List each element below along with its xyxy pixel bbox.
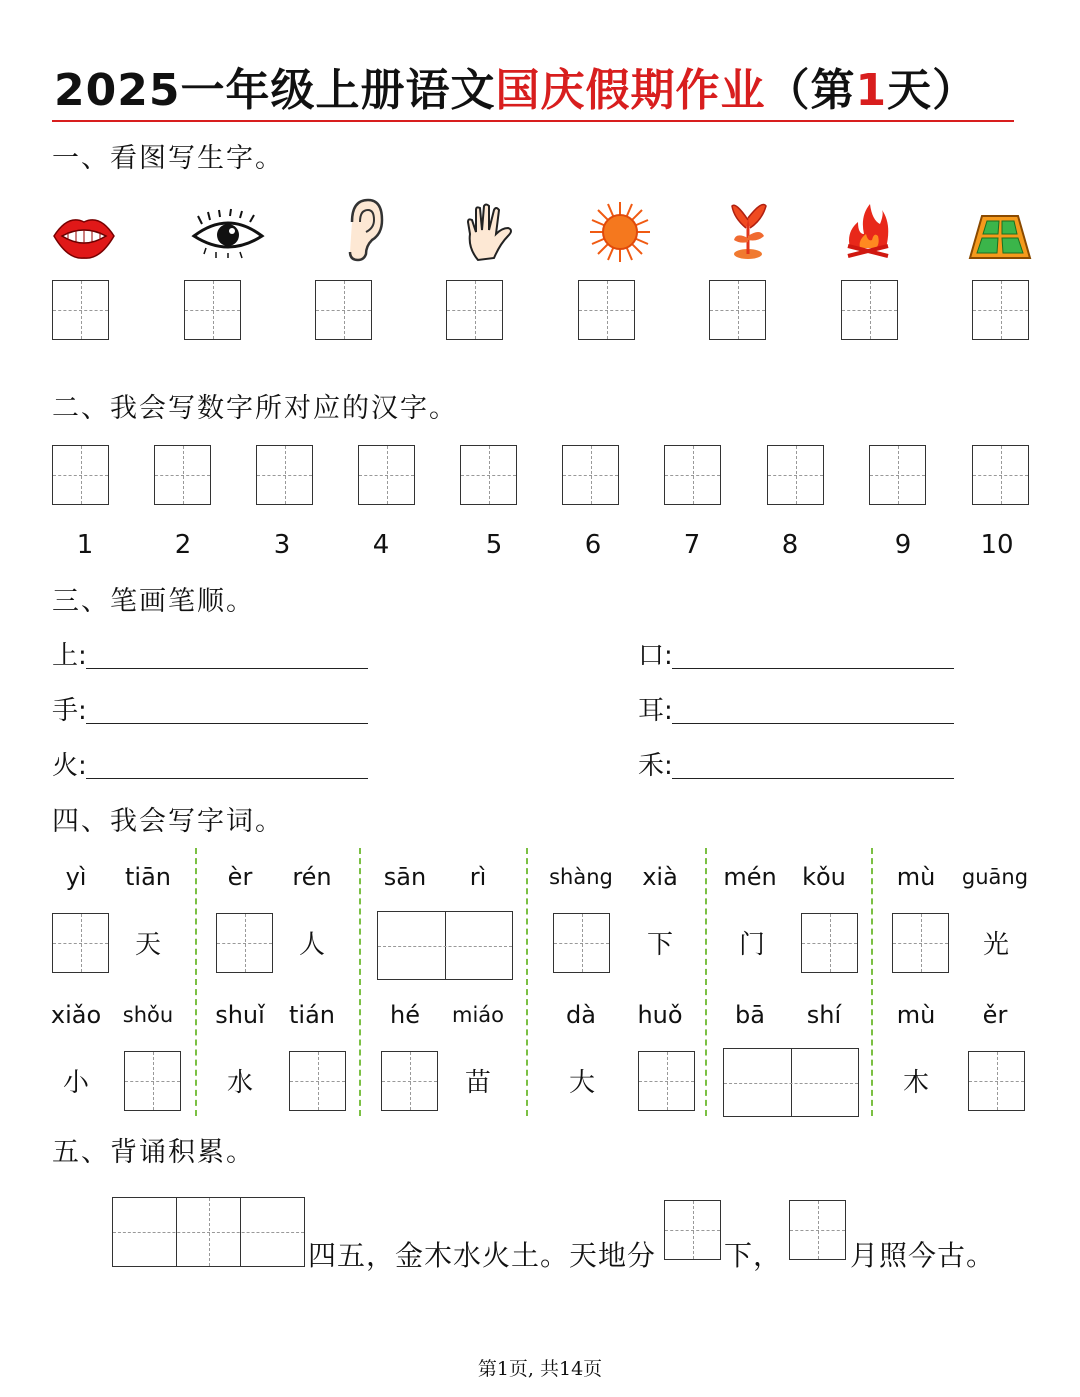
write-box[interactable] [154, 445, 211, 505]
pinyin: èr [227, 863, 253, 891]
pinyin: shuǐ [215, 1001, 265, 1029]
write-box[interactable] [892, 913, 949, 973]
field-icon [968, 214, 1032, 260]
write-box[interactable] [767, 445, 824, 505]
write-box[interactable] [52, 445, 109, 505]
answer-line[interactable] [672, 723, 954, 724]
write-box[interactable] [709, 280, 766, 340]
write-box[interactable] [381, 1051, 438, 1111]
pinyin: miáo [451, 1003, 504, 1027]
title-main: 2025一年级上册语文 [54, 65, 496, 116]
recite-text-1: 四五，金木水火土。天地分 [308, 1239, 657, 1272]
given-char: 苗 [464, 1068, 491, 1098]
pinyin: xià [642, 863, 678, 891]
pinyin: bā [735, 1001, 765, 1029]
sun-icon [590, 202, 650, 262]
write-box[interactable] [256, 445, 313, 505]
answer-line[interactable] [86, 668, 368, 669]
pinyin: mén [723, 863, 777, 891]
write-box[interactable] [358, 445, 415, 505]
double-write-box[interactable] [377, 911, 513, 980]
section5-title: 五、背诵积累。 [52, 1137, 255, 1168]
number-label: 4 [372, 530, 390, 560]
write-box[interactable] [801, 913, 858, 973]
stroke-label: 口: [638, 641, 673, 671]
write-box[interactable] [553, 913, 610, 973]
write-box[interactable] [124, 1051, 181, 1111]
section4-title: 四、我会写字词。 [52, 806, 284, 837]
pinyin: mù [896, 863, 936, 891]
given-char: 光 [982, 930, 1009, 960]
column-divider [871, 848, 873, 1116]
section1-title: 一、看图写生字。 [52, 143, 284, 174]
pinyin: yì [65, 863, 87, 891]
write-box[interactable] [664, 445, 721, 505]
ear-icon [344, 198, 384, 262]
grain-plant-icon [726, 198, 770, 260]
given-char: 天 [134, 930, 161, 960]
pinyin: ěr [982, 1001, 1008, 1029]
hand-icon [464, 204, 516, 262]
pinyin: sān [383, 863, 427, 891]
column-divider [705, 848, 707, 1116]
stroke-label: 火: [52, 751, 87, 781]
write-box[interactable] [968, 1051, 1025, 1111]
given-char: 木 [902, 1068, 929, 1098]
given-char: 大 [568, 1068, 595, 1098]
number-label: 5 [485, 530, 503, 560]
number-label: 9 [894, 530, 912, 560]
pinyin: dà [566, 1001, 596, 1029]
pinyin: guāng [961, 865, 1029, 889]
pinyin: mù [896, 1001, 936, 1029]
write-box[interactable] [841, 280, 898, 340]
double-write-box[interactable] [723, 1048, 859, 1117]
number-label: 8 [781, 530, 799, 560]
pinyin: kǒu [802, 863, 846, 891]
number-label: 1 [76, 530, 94, 560]
pinyin: hé [390, 1001, 420, 1029]
write-box[interactable] [638, 1051, 695, 1111]
answer-line[interactable] [672, 668, 954, 669]
page-title [54, 56, 1034, 126]
write-box[interactable] [869, 445, 926, 505]
title-divider [52, 120, 1014, 122]
pinyin: xiǎo [50, 1001, 102, 1029]
title-day: 1 [855, 65, 888, 116]
write-box[interactable] [578, 280, 635, 340]
write-box[interactable] [289, 1051, 346, 1111]
given-char: 人 [298, 930, 325, 960]
pinyin: shàng [549, 865, 613, 889]
given-char: 下 [646, 930, 673, 960]
pinyin: rén [292, 863, 332, 891]
number-label: 6 [584, 530, 602, 560]
column-divider [526, 848, 528, 1116]
given-char: 水 [226, 1068, 253, 1098]
recite-text-2: 下， [724, 1239, 783, 1272]
title-highlight: 国庆假期作业 [495, 65, 766, 116]
pinyin: tián [289, 1001, 335, 1029]
write-box[interactable] [562, 445, 619, 505]
eye-icon [192, 212, 264, 258]
given-char: 门 [738, 930, 765, 960]
stroke-label: 上: [52, 641, 87, 671]
fire-icon [846, 202, 890, 260]
write-box[interactable] [664, 1200, 721, 1260]
pinyin: shǒu [122, 1003, 174, 1027]
write-box[interactable] [789, 1200, 846, 1260]
write-box[interactable] [446, 280, 503, 340]
pinyin: tiān [125, 863, 171, 891]
write-box[interactable] [972, 280, 1029, 340]
column-divider [195, 848, 197, 1116]
write-box[interactable] [972, 445, 1029, 505]
write-box[interactable] [460, 445, 517, 505]
section2-title: 二、我会写数字所对应的汉字。 [52, 393, 458, 424]
column-divider [359, 848, 361, 1116]
page-number: 第1页, 共14页 [477, 1358, 603, 1380]
write-box[interactable] [315, 280, 372, 340]
mouth-icon [52, 210, 116, 262]
stroke-label: 禾: [638, 751, 673, 781]
write-box[interactable] [52, 280, 109, 340]
number-label: 2 [174, 530, 192, 560]
write-box[interactable] [52, 913, 109, 973]
number-label: 7 [683, 530, 701, 560]
title-paren: （第 [765, 65, 856, 116]
number-label: 3 [273, 530, 291, 560]
pinyin: rì [469, 863, 487, 891]
section3-title: 三、笔画笔顺。 [52, 586, 255, 617]
title-paren-end: 天） [887, 65, 978, 116]
write-box[interactable] [216, 913, 273, 973]
answer-line[interactable] [86, 778, 368, 779]
pinyin: shí [806, 1001, 842, 1029]
given-char: 小 [62, 1068, 89, 1098]
triple-write-box[interactable] [112, 1197, 305, 1267]
number-label: 10 [980, 530, 1014, 560]
stroke-label: 耳: [638, 696, 673, 726]
write-box[interactable] [184, 280, 241, 340]
answer-line[interactable] [86, 723, 368, 724]
pinyin: huǒ [637, 1001, 683, 1029]
stroke-label: 手: [52, 696, 87, 726]
answer-line[interactable] [672, 778, 954, 779]
recite-text-3: 月照今古。 [850, 1239, 996, 1272]
